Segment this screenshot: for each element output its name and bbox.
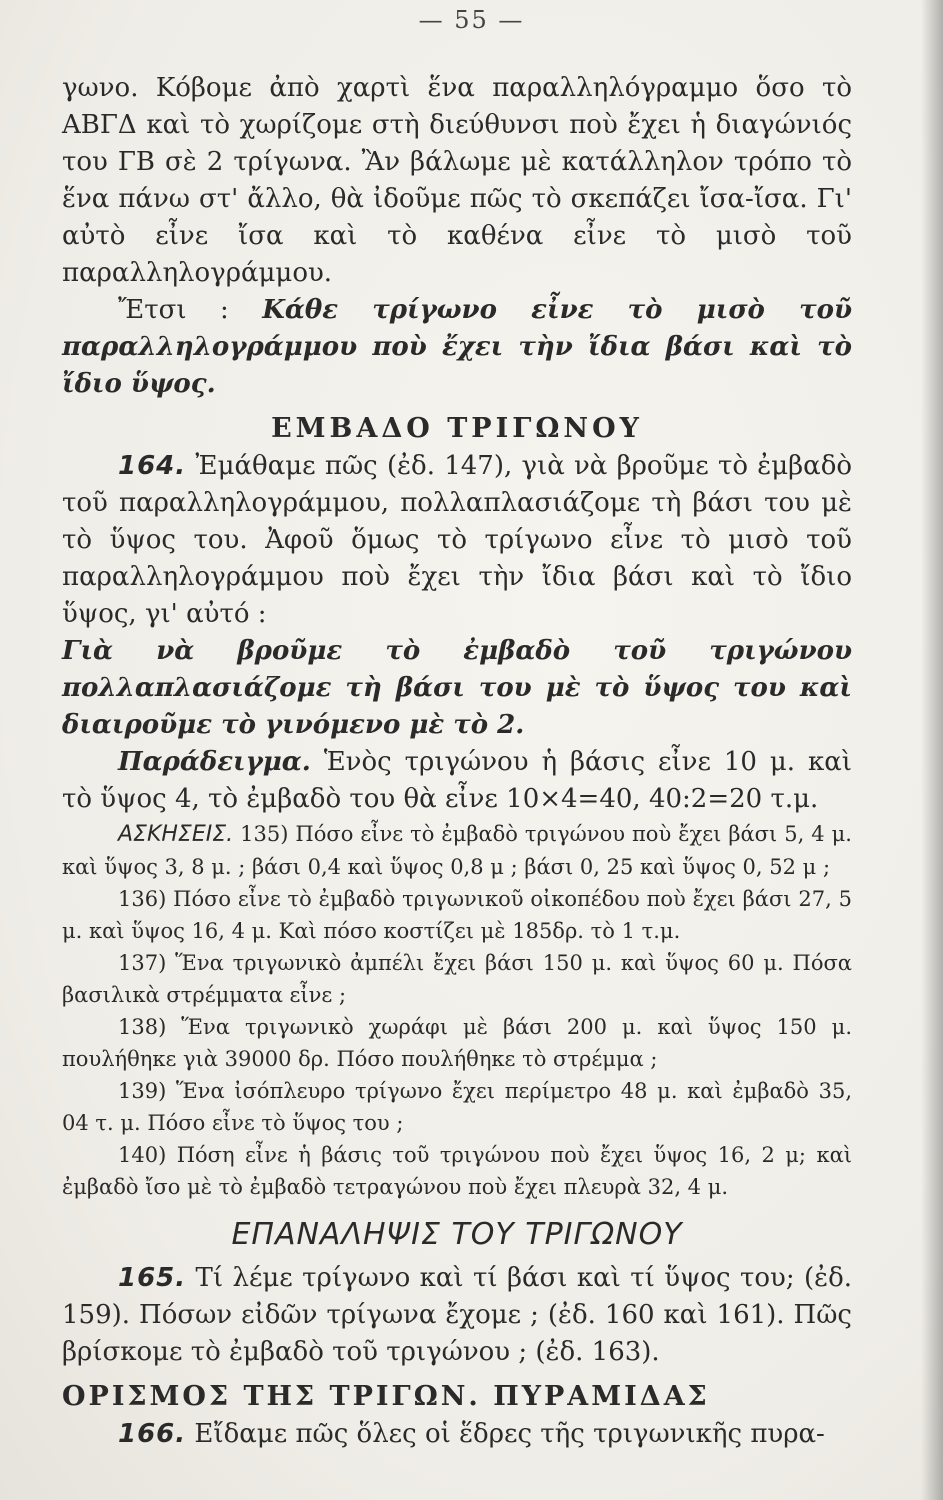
section-number: 164. <box>118 451 187 481</box>
section-heading-area: ΕΜΒΑΔΟ ΤΡΙΓΩΝΟΥ <box>271 413 643 444</box>
section-heading-review: ΕΠΑΝΑΛΗΨΙΣ ΤΟΥ ΤΡΙΓΩΝΟΥ <box>231 1217 683 1252</box>
page-number: — 55 — <box>418 6 525 34</box>
section-number: 165. <box>118 1263 187 1293</box>
rule-lead: Ἔτσι : <box>118 295 229 325</box>
exercise-text: 135) Πόσο εἶνε τὸ ἐμβαδὸ τριγώνου ποὺ ἔχει βάσι 5, 4 μ. καὶ ὕψος 3, 8 μ. ; βάσι 0,4 καὶ ὕψος 0,8 μ ; βάσι 0, 25 καὶ ὕψος 0, 52 μ ; <box>62 822 852 879</box>
section-text: Τί λέμε τρίγωνο καὶ τί βάσι καὶ τί ὕψος του; (ἐδ. 159). Πόσων εἰδῶν τρίγωνα ἔχομε ; (ἐδ. 160 καὶ 161). Πῶς βρίσκομε τὸ ἐμβαδὸ τοῦ τριγώνου ; (ἐδ. 163). <box>62 1263 853 1367</box>
section-number: 166. <box>118 1419 187 1449</box>
exercises <box>62 818 852 1203</box>
paragraph-parallelogram: γωνο. Κόβομε ἀπὸ χαρτὶ ἕνα παραλληλόγραμμο ὅσο τὸ ΑΒΓΔ καὶ τὸ χωρίζομε στὴ διεύθυνσι ποὺ ἔχει ἡ διαγώνιός του ΓΒ σὲ 2 τρίγωνα. Ἂν βάλωμε μὲ κατάλληλον τρόπο τὸ ἕνα πάνω στ' ἄλλο, θὰ ἰδοῦμε πῶς τὸ σκεπάζει ἴσα-ἴσα. Γι' αὐτὸ εἶνε ἴσα καὶ τὸ καθένα εἶνε τὸ μισὸ τοῦ παραλληλογράμμου. <box>62 73 852 288</box>
page-content <box>62 70 852 1453</box>
section-text: Εἴδαμε πῶς ὅλες οἱ ἕδρες τῆς τριγωνικῆς πυρα- <box>194 1419 825 1449</box>
section-text: Ἐμάθαμε πῶς (ἐδ. 147), γιὰ νὰ βροῦμε τὸ ἐμβαδὸ τοῦ παραλληλογράμμου, πολλαπλασιάζομε τὴ βάσι του μὲ τὸ ὕψος του. Ἀφοῦ ὅμως τὸ τρίγωνο εἶνε τὸ μισὸ τοῦ παραλληλογράμμου ποὺ ἔχει τὴν ἴδια βάσι καὶ τὸ ἴδιο ὕψος, γι' αὐτό : <box>62 451 853 629</box>
rule-triangle-half <box>62 292 852 403</box>
example-text: Ἑνὸς τριγώνου ἡ βάσις εἶνε 10 μ. καὶ τὸ ὕψος 4, τὸ ἐμβαδὸ του θὰ εἶνε 10×4=40, 40:2=20 τ.μ. <box>62 747 853 814</box>
exercise-item <box>62 818 852 883</box>
example <box>62 744 852 818</box>
page-edge-shadow <box>921 0 943 1500</box>
section-165 <box>62 1260 852 1371</box>
exercise-item: 139) Ἕνα ἰσόπλευρο τρίγωνο ἔχει περίμετρο 48 μ. καὶ ἐμβαδὸ 35, 04 τ. μ. Πόσο εἶνε τὸ ὕψος του ; <box>62 1079 852 1135</box>
exercises-lead: ΑΣΚΗΣΕΙΣ. <box>118 822 234 847</box>
rule-text: Κάθε τρίγωνο εἶνε τὸ μισὸ τοῦ παραλληλογράμμου ποὺ ἔχει τὴν ἴδια βάσι καὶ τὸ ἴδιο ὕψος. <box>62 295 853 399</box>
example-lead: Παράδειγμα. <box>118 747 311 777</box>
exercise-item: 138) Ἕνα τριγωνικὸ χωράφι μὲ βάσι 200 μ. καὶ ὕψος 150 μ. πουλήθηκε γιὰ 39000 δρ. Πόσο πουλήθηκε τὸ στρέμμα ; <box>62 1015 852 1071</box>
exercise-item: 140) Πόση εἶνε ἡ βάσις τοῦ τριγώνου ποὺ ἔχει ὕψος 16, 2 μ; καὶ ἐμβαδὸ ἴσο μὲ τὸ ἐμβαδὸ τετραγώνου ποὺ ἔχει πλευρὰ 32, 4 μ. <box>62 1143 852 1199</box>
rule-area-formula: Γιὰ νὰ βροῦμε τὸ ἐμβαδὸ τοῦ τριγώνου πολλαπλασιάζομε τὴ βάσι του μὲ τὸ ὕψος του καὶ διαιροῦμε τὸ γινόμενο μὲ τὸ 2. <box>62 636 852 740</box>
section-heading-pyramid: ΟΡΙΣΜΟΣ ΤΗΣ ΤΡΙΓΩΝ. ΠΥΡΑΜΙΔΑΣ <box>62 1381 710 1412</box>
section-166 <box>62 1416 852 1453</box>
exercise-item: 137) Ἕνα τριγωνικὸ ἀμπέλι ἔχει βάσι 150 μ. καὶ ὕψος 60 μ. Πόσα βασιλικὰ στρέμματα εἶνε ; <box>62 951 852 1007</box>
exercise-item: 136) Πόσο εἶνε τὸ ἐμβαδὸ τριγωνικοῦ οἰκοπέδου ποὺ ἔχει βάσι 27, 5 μ. καὶ ὕψος 16, 4 μ. Καὶ πόσο κοστίζει μὲ 185δρ. τὸ 1 τ.μ. <box>62 887 852 943</box>
section-164 <box>62 448 852 633</box>
